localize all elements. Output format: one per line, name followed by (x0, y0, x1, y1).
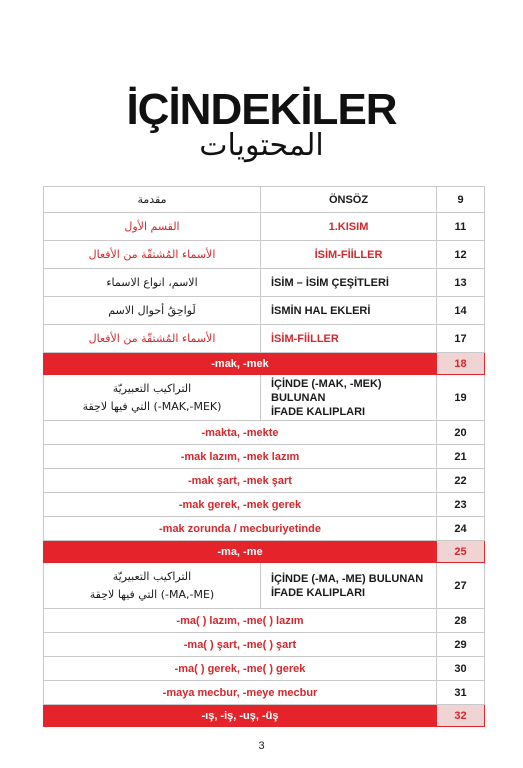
toc-turkish-title: İSİM-FİİLLER (261, 241, 437, 269)
toc-row[interactable] (44, 633, 485, 657)
toc-row[interactable] (44, 297, 485, 325)
toc-entry-title: -ma( ) şart, -me( ) şart (44, 633, 437, 657)
toc-turkish-line1: İÇİNDE (-MAK, -MEK) BULUNAN (271, 377, 382, 404)
toc-page-number: 29 (437, 633, 485, 657)
toc-arabic-line2: التي فيها لاحِقة (-MA,-ME) (89, 587, 215, 601)
toc-table (43, 186, 485, 727)
toc-row[interactable] (44, 325, 485, 353)
toc-section-title: -mak, -mek (44, 353, 437, 375)
toc-row[interactable] (44, 517, 485, 541)
toc-section-row[interactable] (44, 353, 485, 375)
toc-page-number: 23 (437, 493, 485, 517)
toc-page-number: 13 (437, 269, 485, 297)
toc-row[interactable] (44, 563, 485, 609)
toc-page-number: 22 (437, 469, 485, 493)
toc-entry-title: -mak gerek, -mek gerek (44, 493, 437, 517)
toc-row[interactable] (44, 269, 485, 297)
toc-arabic-title: مقدمة (44, 187, 261, 213)
toc-turkish-title (261, 563, 437, 609)
toc-page-number: 12 (437, 241, 485, 269)
toc-arabic-line1: التراكيب التعبيريّة (112, 569, 192, 583)
toc-page-number: 20 (437, 421, 485, 445)
toc-row[interactable] (44, 375, 485, 421)
toc-page-number: 25 (437, 541, 485, 563)
toc-page-number: 27 (437, 563, 485, 609)
toc-arabic-title: الأسماء المُشتقّة من الأفعال (44, 325, 261, 353)
toc-arabic-title (44, 375, 261, 421)
toc-arabic-title: الأسماء المُشتقّة من الأفعال (44, 241, 261, 269)
toc-entry-title: -mak şart, -mek şart (44, 469, 437, 493)
toc-page-number: 11 (437, 213, 485, 241)
toc-row[interactable] (44, 213, 485, 241)
toc-page-number: 19 (437, 375, 485, 421)
toc-arabic-title: القسم الأول (44, 213, 261, 241)
toc-page-number: 24 (437, 517, 485, 541)
toc-entry-title: -maya mecbur, -meye mecbur (44, 681, 437, 705)
toc-turkish-title (261, 375, 437, 421)
toc-page-number: 9 (437, 187, 485, 213)
toc-entry-title: -ma( ) gerek, -me( ) gerek (44, 657, 437, 681)
page-title: İÇİNDEKİLER (126, 85, 397, 134)
toc-section-row[interactable] (44, 705, 485, 727)
page-number-footer: 3 (258, 740, 265, 752)
toc-row[interactable] (44, 469, 485, 493)
toc-arabic-line2: التي فيها لاحِقة (-MAK,-MEK) (82, 399, 222, 413)
toc-section-row[interactable] (44, 541, 485, 563)
toc-page-number: 31 (437, 681, 485, 705)
toc-page-number: 30 (437, 657, 485, 681)
toc-page-number: 17 (437, 325, 485, 353)
toc-row[interactable] (44, 493, 485, 517)
toc-turkish-title: ÖNSÖZ (261, 187, 437, 213)
toc-entry-title: -ma( ) lazım, -me( ) lazım (44, 609, 437, 633)
toc-row[interactable] (44, 681, 485, 705)
toc-section-title: -ış, -iş, -uş, -üş (44, 705, 437, 727)
toc-turkish-title: İSMİN HAL EKLERİ (261, 297, 437, 325)
toc-arabic-title: لَواحِقُ أحوال الاسم (44, 297, 261, 325)
toc-page-number: 21 (437, 445, 485, 469)
toc-row[interactable] (44, 657, 485, 681)
toc-entry-title: -mak lazım, -mek lazım (44, 445, 437, 469)
toc-section-title: -ma, -me (44, 541, 437, 563)
toc-arabic-title (44, 563, 261, 609)
toc-turkish-title: İSİM – İSİM ÇEŞİTLERİ (261, 269, 437, 297)
toc-row[interactable] (44, 609, 485, 633)
toc-entry-title: -makta, -mekte (44, 421, 437, 445)
toc-turkish-title: İSİM-FİİLLER (261, 325, 437, 353)
toc-page-number: 18 (437, 353, 485, 375)
toc-page-number: 28 (437, 609, 485, 633)
toc-row[interactable] (44, 421, 485, 445)
toc-turkish-line2: İFADE KALIPLARI (271, 586, 366, 599)
toc-arabic-line1: التراكيب التعبيريّة (112, 381, 192, 395)
toc-row[interactable] (44, 445, 485, 469)
toc-entry-title: -mak zorunda / mecburiyetinde (44, 517, 437, 541)
toc-row[interactable] (44, 187, 485, 213)
toc-turkish-title: 1.KISIM (261, 213, 437, 241)
toc-turkish-line2: İFADE KALIPLARI (271, 405, 366, 418)
toc-arabic-title: الاسم، انواع الاسماء (44, 269, 261, 297)
toc-turkish-line1: İÇİNDE (-MA, -ME) BULUNAN (271, 572, 424, 585)
toc-row[interactable] (44, 241, 485, 269)
toc-page-number: 32 (437, 705, 485, 727)
toc-page-number: 14 (437, 297, 485, 325)
page-subtitle-arabic: المحتويات (199, 128, 324, 163)
